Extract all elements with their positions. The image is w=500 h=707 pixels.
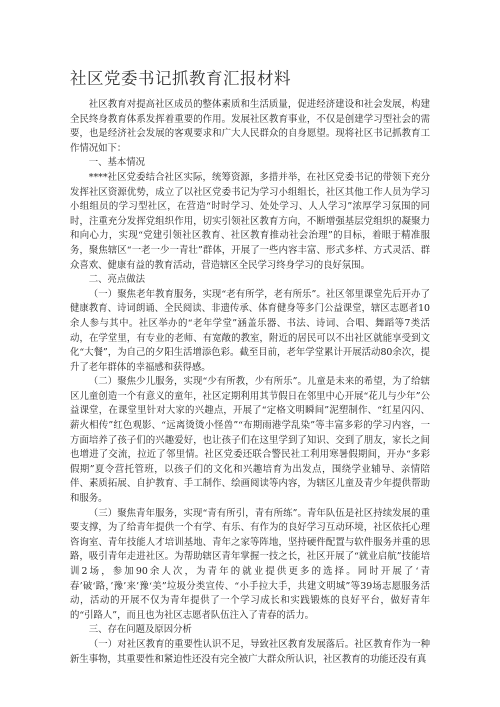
- section-heading: 一、基本情况: [88, 157, 146, 169]
- body-paragraph: （二）聚焦少儿服务，实现“少有所教，少有所乐”。儿童是未来的希望，为了给辖区儿童创造一个有意义的童年，社区定期利用其节假日在邻里中心开展“花儿与少年”公益课堂，在课堂里针对大家的兴趣点，开展了“定格文明瞬间”泥塑制作、“红星闪闪、薪火相传”红色观影、“远离烫烫小怪兽”“布期雨港学乱染”等丰富多彩的学习内容，一方面培养了孩子们的兴趣爱好，也让孩子们在这里学到了知识、交到了朋友，家长之间也增进了交流，拉近了邻里情。社区党委还联合警民社工利用寒暑假期间，开办“多彩假期”夏令营托管班，以孩子们的文化和兴趣培育为出发点，围绕学业辅导、亲情陪伴、素质拓展、自护教育、手工制作、绘画阅读等内容，为辖区儿童及青少年提供帮助和服务。: [70, 376, 430, 505]
- body-paragraph: （一）聚焦老年教育服务，实现“老有所学，老有所乐”。社区邻里课堂先后开办了健康教育、诗词朗诵、全民阅读、非遗传承、体育健身等多门公益课堂，辖区志愿者10余人参与其中。社区举办的“老年学堂”涵盖乐器、书法、诗词、合唱、舞蹈等7类活动，在学堂里，有专业的老师、有宽敞的教室，附近的居民可以不出社区就能享受到文化“大餐”，为自己的夕阳生活增添色彩。截至目前，老年学堂累计开展活动80余次，提升了老年群体的幸福感和获得感。: [70, 288, 430, 373]
- body-paragraph: （三）聚焦青年服务，实现“青有所引，青有所练”。青年队伍是社区持续发展的重要支撑，为了给青年提供一个有学、有乐、有作为的良好学习互动环境，社区依托心理咨询室、青年技能人才培训基地、青年之家等阵地，坚持硬件配置与软件服务并重的思路，吸引青年走进社区。为帮助辖区青年掌握一技之长，社区开展了“就业启航”技能培训2场，参加90余人次，为青年的就业提供更多的选择。同时开展了‘青春’破‘路，’豫’来’豫‘美”垃圾分类宣传、“小手拉大手，共建文明城”等39场志愿服务活动，活动的开展不仅为青年提供了一个学习成长和实践锻炼的良好平台，做好青年的“引路人”，而且也为社区志愿者队伍注入了青春的活力。: [70, 507, 430, 621]
- document-body: [70, 98, 430, 667]
- section-heading: 二、亮点做法: [88, 274, 146, 286]
- body-paragraph: （一）对社区教育的重要性认识不足，导致社区教育发展落后。社区教育作为一种新生事物，其重要性和紧迫性还没有完全被广大群众所认识，社区教育的功能还没有真: [70, 638, 430, 665]
- document-title: 社区党委书记抓教育汇报材料: [70, 69, 291, 88]
- body-paragraph: ****社区党委结合社区实际，统筹资源，多措并举，在社区党委书记的带领下充分发挥社区资源优势，成立了以社区党委书记为学习小组组长，社区其他工作人员为学习小组组员的学习型社区，在营造“时时学习、处处学习、人人学习”浓厚学习氛围的同时，注重充分发挥党组织作用，切实引领社区教育方向，不断增强基层党组织的凝聚力和向心力，实现“党建引领社区教育、社区教育推动社会治理”的目标，着眼于精准服务，聚焦辖区“一老一少一青壮”群体，开展了一些内容丰富、形式多样、方式灵活、群众喜欢、健康有益的教育活动，营造辖区全民学习终身学习的良好氛围。: [70, 171, 430, 271]
- section-heading: 三、存在问题及原因分析: [88, 624, 192, 636]
- body-paragraph: 社区教育对提高社区成员的整体素质和生活质量，促进经济建设和社会发展，构建全民终身教育体系发挥着重要的作用。发展社区教育事业，不仅是创建学习型社会的需要，也是经济社会发展的客观要求和广大人民群众的自身愿望。现将社区书记抓教育工作情况如下：: [70, 99, 430, 154]
